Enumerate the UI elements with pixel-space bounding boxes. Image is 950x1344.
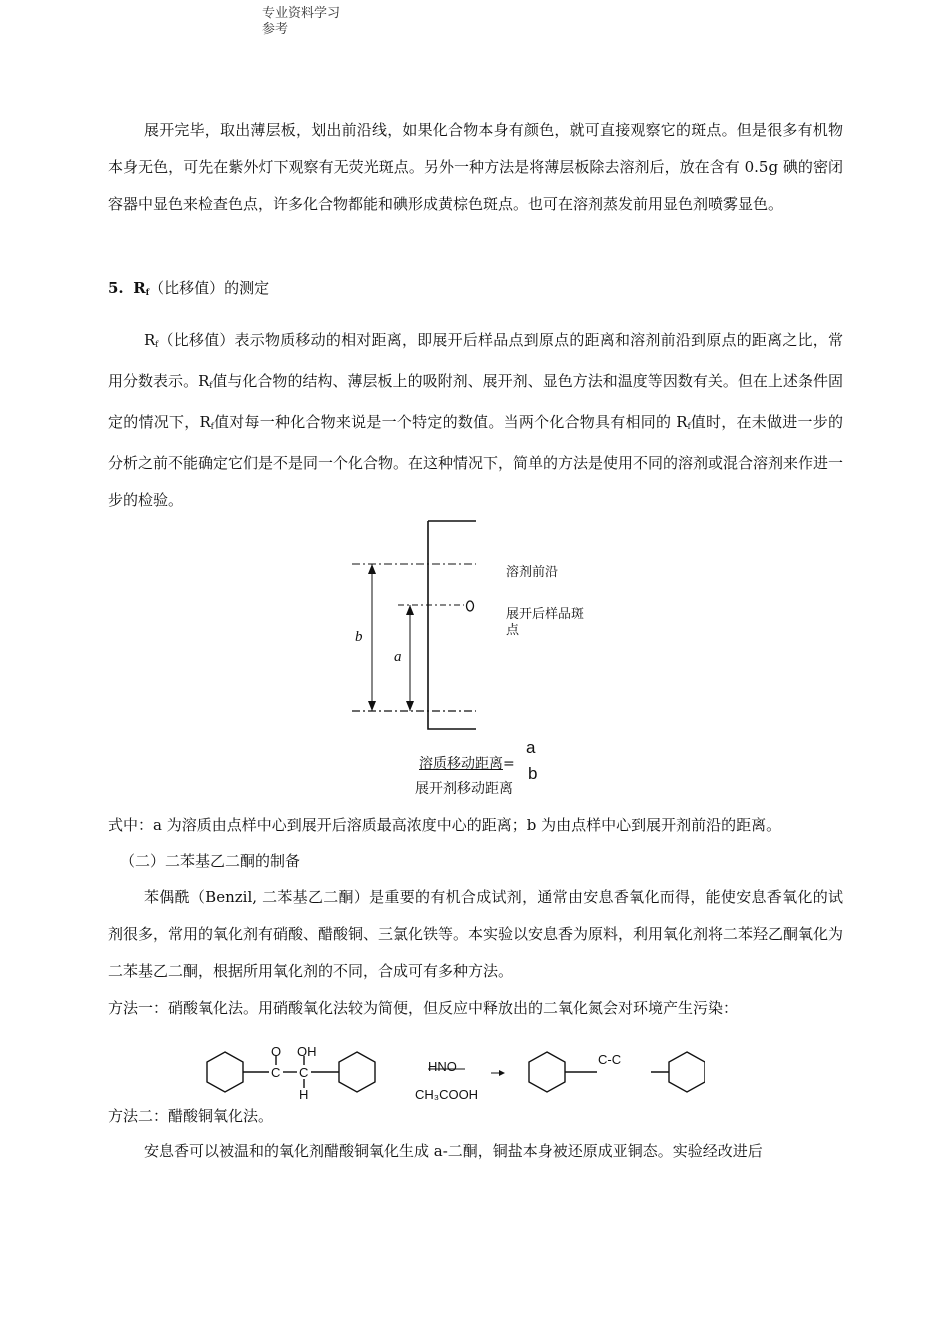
arrowhead [499, 1070, 505, 1076]
rf-symbol: R [133, 279, 146, 297]
reagent-top: HNO [428, 1059, 457, 1074]
paragraph-visualization: 展开完毕，取出薄层板，划出前沿线，如果化合物本身有颜色，就可直接观察它的斑点。但是很多有机物本身无色，可先在紫外灯下观察有无荧光斑点。另外一种方法是将薄层板除去溶剂后，放在含有 0.5g 碘的密闭容器中显色来检查色点，许多化合物都能和碘形成黄棕色斑点。也可在溶剂蒸发前用显色剂喷雾显色。 [108, 121, 843, 213]
rf-text-4: 值时，在未做进一步的分析之前不能确定它们是不是同一个化合物。在这种情况下，简单的方法是使用不同的溶剂或混合溶剂来作进一步的检验。 [108, 413, 844, 509]
atom-o: O [271, 1044, 282, 1059]
rf-f: f [209, 381, 213, 390]
atom-oh: OH [297, 1044, 317, 1059]
solvent-front-label: 溶剂前沿 [506, 564, 559, 579]
section-2-heading: （二）二苯基乙二酮的制备 [120, 852, 301, 870]
sample-spot-label: 展开后样品斑点 [506, 606, 585, 637]
benzene-ring-product-right [669, 1052, 705, 1092]
formula-note: 式中：a 为溶质由点样中心到展开后溶质最高浓度中心的距离；b 为由点样中心到展开剂前沿的距离。 [108, 816, 782, 834]
rf-r: R [144, 331, 156, 349]
tlc-plate-outline [428, 521, 476, 729]
formula-denominator: 展开剂移动距离 [415, 781, 513, 797]
sample-spot [467, 601, 474, 611]
formula-a: a [526, 738, 536, 757]
rf-text-1: （比移值）表示物质移动的相对距离，即展开后样品点到原点的距离和溶剂前沿到原点的距离之比，常用分数表示。 [108, 331, 843, 390]
rf-text-2: 值与化合物的结构、薄层板上的吸附剂、展开剂、显色方法和温度等因数有关。但在上述条件固定的情况下， [108, 372, 843, 431]
section-rf-heading [108, 277, 269, 303]
reaction-scheme [195, 1038, 705, 1106]
rf-r: R [676, 413, 688, 431]
atom-c1: C [271, 1065, 281, 1080]
rf-f: f [210, 422, 214, 431]
method-2: 方法二：醋酸铜氧化法。 [108, 1107, 274, 1125]
rf-text-3: 值对每一种化合物来说是一个特定的数值。当两个化合物具有相同的 [213, 413, 677, 431]
tlc-diagram [340, 515, 490, 735]
rf-f: f [687, 422, 691, 431]
benzene-ring-left [207, 1052, 243, 1092]
rf-f: f [155, 340, 159, 349]
atom-c2: C [299, 1065, 309, 1080]
page-header: 专业资料学习参考 [262, 6, 341, 37]
rf-subscript: f [145, 287, 150, 297]
paragraph-rf-definition [108, 322, 843, 519]
numerator-text: 溶质移动距离 [419, 756, 503, 772]
label-a: a [394, 649, 402, 665]
method-1: 方法一：硝酸氧化法。用硝酸氧化法较为简便，但反应中释放出的二氧化氮会对环境产生污染： [108, 999, 739, 1017]
label-b: b [355, 629, 363, 645]
section-number: 5. [108, 279, 124, 297]
formula-b: b [528, 764, 538, 783]
product-cc: C-C [598, 1052, 622, 1067]
paragraph-benzil: 苯偶酰（Benzil, 二苯基乙二酮）是重要的有机合成试剂，通常由安息香氧化而得，能使安息香氧化的试剂很多，常用的氧化剂有硝酸、醋酸铜、三氯化铁等。本实验以安息香为原料，利用氧化剂将二苯羟乙酮氧化为二苯基乙二酮，根据所用氧化剂的不同，合成可有多种方法。 [108, 888, 844, 980]
benzene-ring-product-left [529, 1052, 565, 1092]
rf-r: R [199, 413, 211, 431]
paragraph-copper-acetate: 安息香可以被温和的氧化剂醋酸铜氧化生成 a-二酮，铜盐本身被还原成亚铜态。实验经改进后 [144, 1142, 763, 1160]
equals-sign: = [503, 756, 515, 772]
atom-h: H [299, 1087, 309, 1102]
rf-r: R [198, 372, 210, 390]
section-title: （比移值）的测定 [149, 279, 270, 297]
formula-numerator [419, 754, 515, 774]
reagent-bottom: CH₃COOH [415, 1087, 479, 1102]
benzene-ring-right [339, 1052, 375, 1092]
